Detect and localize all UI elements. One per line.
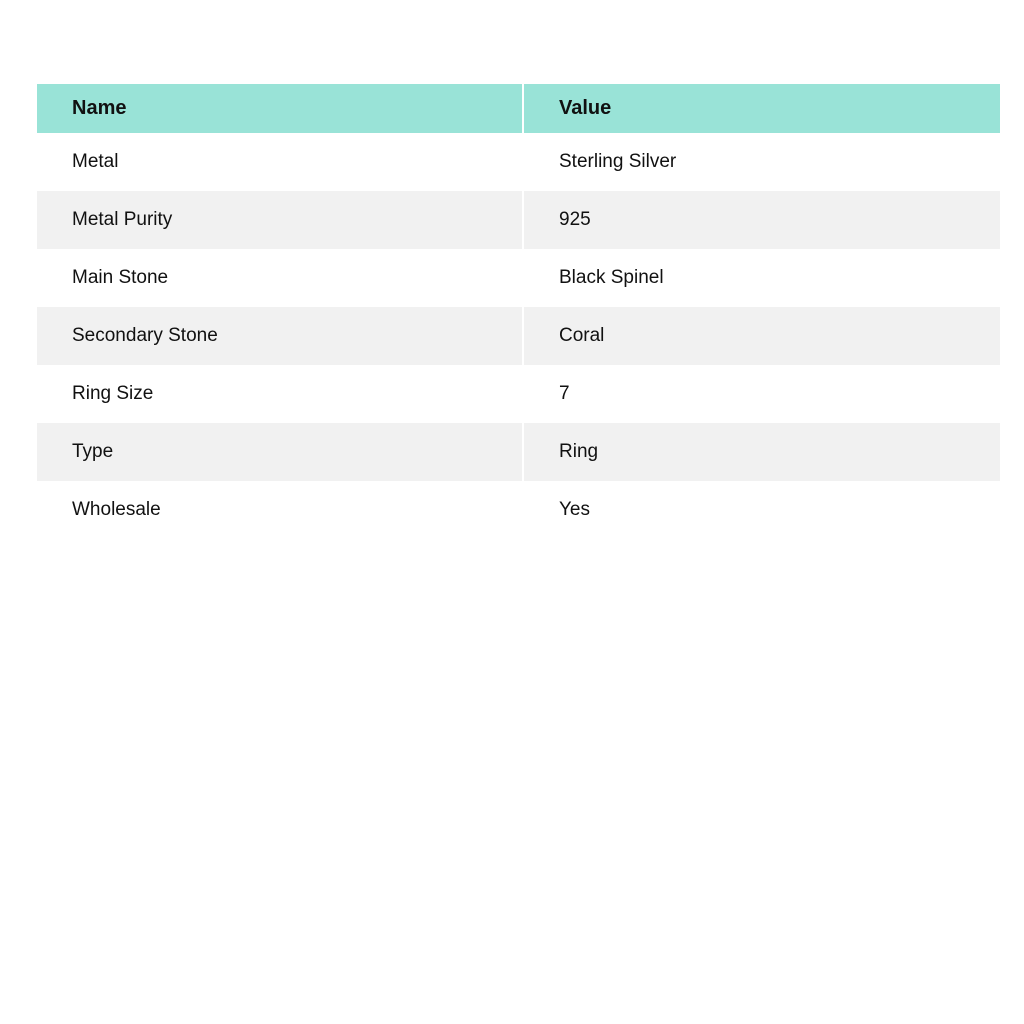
product-spec-table-container — [37, 84, 1000, 539]
row-value-cell: Sterling Silver — [523, 133, 1000, 191]
row-name-cell: Secondary Stone — [37, 307, 523, 365]
header-cell-name: Name — [37, 84, 523, 133]
table-row — [37, 423, 1000, 481]
spec-table-header — [37, 84, 1000, 133]
product-spec-table — [37, 84, 1000, 539]
header-cell-value: Value — [523, 84, 1000, 133]
row-name-cell: Metal — [37, 133, 523, 191]
table-row — [37, 133, 1000, 191]
row-value-cell: Ring — [523, 423, 1000, 481]
header-row — [37, 84, 1000, 133]
table-row — [37, 307, 1000, 365]
table-row — [37, 481, 1000, 539]
row-name-cell: Metal Purity — [37, 191, 523, 249]
row-name-cell: Main Stone — [37, 249, 523, 307]
table-row — [37, 191, 1000, 249]
table-row — [37, 365, 1000, 423]
row-value-cell: 7 — [523, 365, 1000, 423]
spec-table-body — [37, 133, 1000, 539]
row-name-cell: Ring Size — [37, 365, 523, 423]
row-value-cell: Black Spinel — [523, 249, 1000, 307]
table-row — [37, 249, 1000, 307]
row-value-cell: Coral — [523, 307, 1000, 365]
row-value-cell: 925 — [523, 191, 1000, 249]
row-name-cell: Type — [37, 423, 523, 481]
row-name-cell: Wholesale — [37, 481, 523, 539]
row-value-cell: Yes — [523, 481, 1000, 539]
